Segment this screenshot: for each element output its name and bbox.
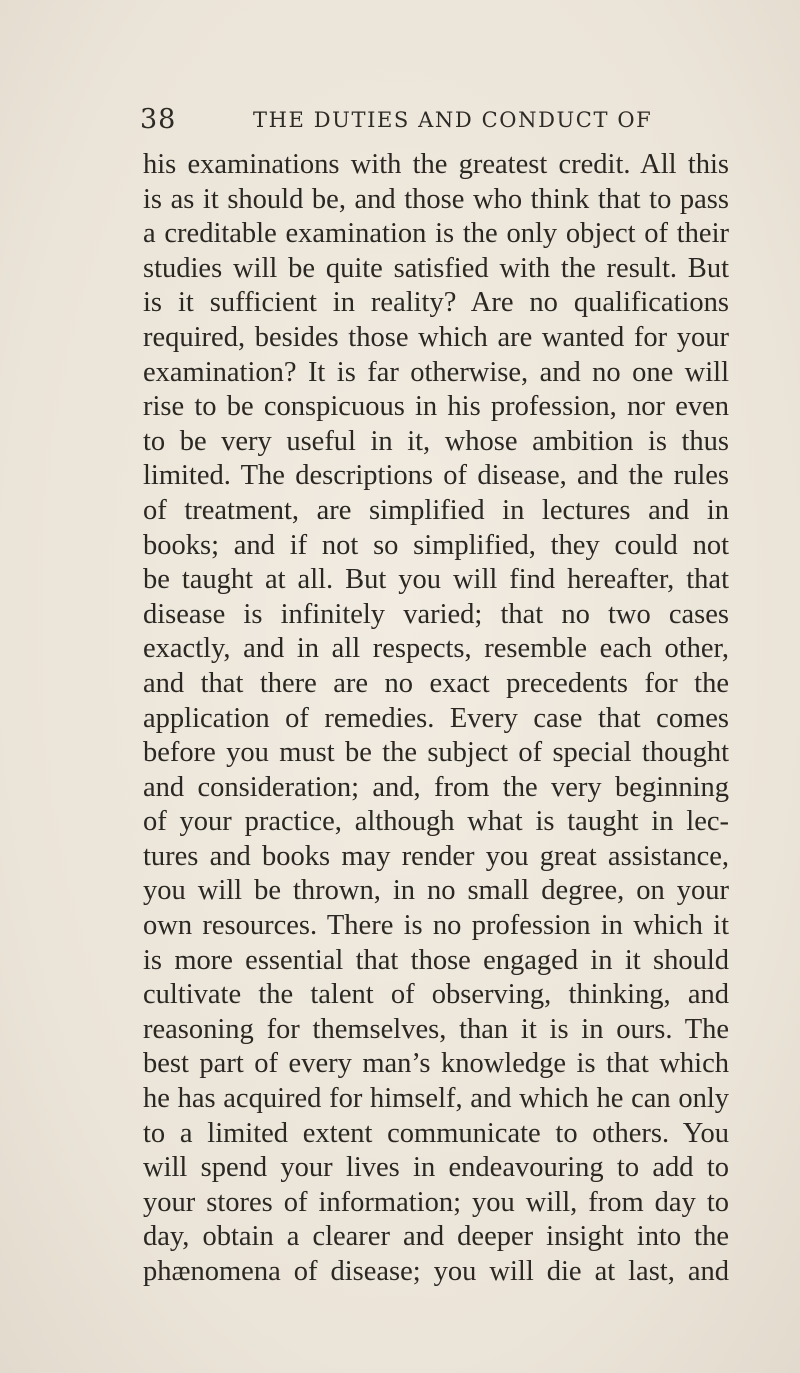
text-line: studies will be quite satisfied with the result. But (143, 252, 729, 284)
text-line: best part of every man’s knowledge is that which (143, 1048, 729, 1080)
text-line: and that there are no exact precedents for the (143, 667, 729, 699)
text-line: limited. The descriptions of disease, and the rules (143, 460, 729, 492)
text-line: phænomena of disease; you will die at last, and (143, 1256, 729, 1287)
text-line: to a limited extent communicate to others. You (143, 1117, 729, 1149)
text-line: your stores of information; you will, from day to (143, 1186, 729, 1218)
text-line: application of remedies. Every case that comes (143, 702, 729, 734)
text-line: is it sufficient in reality? Are no qualifications (143, 287, 729, 319)
text-line: of treatment, are simplified in lectures and in (143, 494, 729, 526)
text-line: a creditable examination is the only object of their (143, 218, 729, 250)
text-line: to be very useful in it, whose ambition is thus (143, 425, 729, 457)
text-line: his examinations with the greatest credit. All this (143, 149, 729, 180)
page-header (140, 104, 740, 144)
text-line: and consideration; and, from the very beginning (143, 771, 729, 803)
text-line: books; and if not so simplified, they could not (143, 529, 729, 561)
text-line: required, besides those which are wanted for your (143, 321, 729, 353)
text-line: day, obtain a clearer and deeper insight into the (143, 1221, 729, 1253)
text-line: reasoning for themselves, than it is in ours. The (143, 1013, 729, 1045)
text-line: rise to be conspicuous in his profession, nor even (143, 391, 729, 423)
text-line: cultivate the talent of observing, thinking, and (143, 979, 729, 1011)
text-line: tures and books may render you great assistance, (143, 840, 729, 872)
text-line: exactly, and in all respects, resemble each other, (143, 633, 729, 665)
text-line: examination? It is far otherwise, and no one will (143, 356, 729, 388)
text-line: will spend your lives in endeavouring to add to (143, 1152, 729, 1184)
running-head: THE DUTIES AND CONDUCT OF (253, 108, 653, 132)
text-line: of your practice, although what is taught in lec- (143, 806, 729, 838)
text-line: he has acquired for himself, and which he can only (143, 1083, 729, 1115)
text-line: is more essential that those engaged in it should (143, 944, 729, 976)
text-line: is as it should be, and those who think that to pass (143, 183, 729, 215)
text-line: own resources. There is no profession in which it (143, 910, 729, 942)
body-text (143, 148, 729, 1290)
text-line: before you must be the subject of special thought (143, 737, 729, 769)
page-number: 38 (140, 104, 177, 135)
text-line: disease is infinitely varied; that no two cases (143, 598, 729, 630)
text-line: you will be thrown, in no small degree, on your (143, 875, 729, 907)
text-line: be taught at all. But you will find hereafter, that (143, 564, 729, 596)
